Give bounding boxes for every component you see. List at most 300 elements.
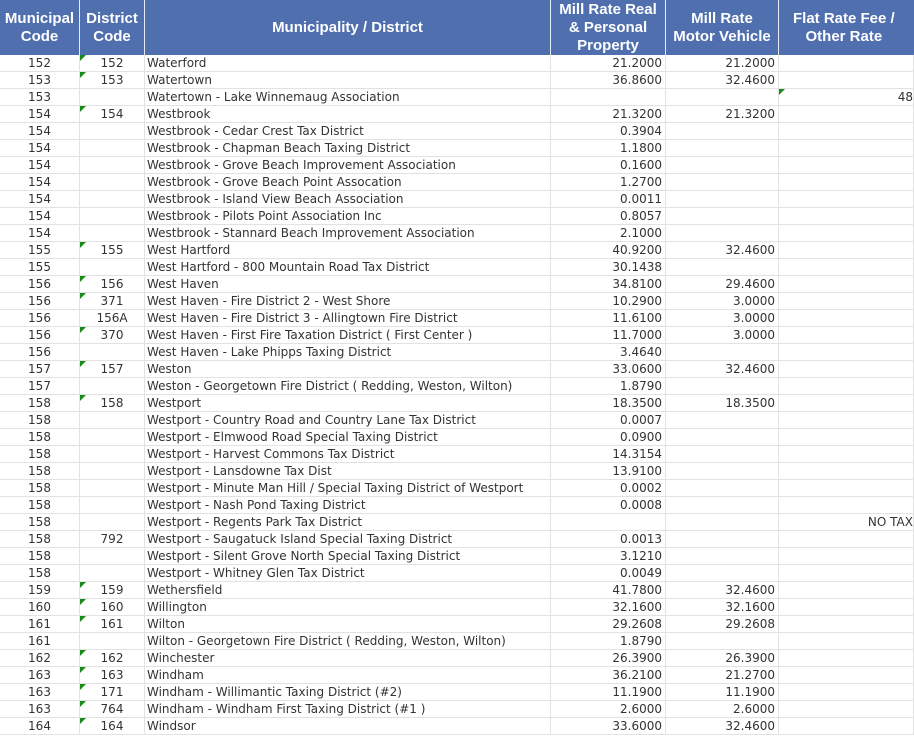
cell-district-code[interactable] — [80, 89, 145, 106]
cell-district-code[interactable] — [80, 480, 145, 497]
cell-municipality-name-text: Weston - Georgetown Fire District ( Redding, Weston, Wilton) — [147, 379, 513, 393]
cell-mill-rate-real-property[interactable] — [551, 208, 666, 225]
cell-district-code[interactable] — [80, 446, 145, 463]
cell-mill-rate-motor-vehicle-text: 32.1600 — [725, 600, 775, 614]
cell-mill-rate-real-property[interactable] — [551, 310, 666, 327]
cell-mill-rate-real-property[interactable] — [551, 191, 666, 208]
cell-flat-rate-fee[interactable] — [779, 684, 914, 701]
cell-municipal-code[interactable] — [0, 599, 80, 616]
cell-mill-rate-real-property[interactable] — [551, 344, 666, 361]
cell-mill-rate-real-property[interactable] — [551, 327, 666, 344]
cell-mill-rate-motor-vehicle[interactable] — [666, 89, 779, 106]
cell-mill-rate-motor-vehicle-text: 29.2608 — [725, 617, 775, 631]
cell-mill-rate-motor-vehicle[interactable] — [666, 446, 779, 463]
cell-flat-rate-fee[interactable] — [779, 378, 914, 395]
cell-mill-rate-real-property[interactable] — [551, 123, 666, 140]
cell-mill-rate-motor-vehicle[interactable] — [666, 650, 779, 667]
cell-municipal-code-text: 155 — [28, 260, 51, 274]
cell-municipality-name-text: Westbrook - Chapman Beach Taxing District — [147, 141, 411, 155]
cell-district-code[interactable] — [80, 361, 145, 378]
cell-municipal-code[interactable] — [0, 531, 80, 548]
cell-flat-rate-fee[interactable] — [779, 633, 914, 650]
cell-mill-rate-motor-vehicle[interactable] — [666, 667, 779, 684]
table-row — [0, 361, 914, 378]
cell-municipality-name[interactable] — [145, 463, 551, 480]
cell-municipal-code[interactable] — [0, 446, 80, 463]
cell-mill-rate-motor-vehicle-text: 3.0000 — [733, 311, 775, 325]
cell-district-code[interactable] — [80, 412, 145, 429]
cell-mill-rate-motor-vehicle[interactable] — [666, 633, 779, 650]
cell-district-code[interactable] — [80, 123, 145, 140]
cell-municipality-name[interactable] — [145, 191, 551, 208]
cell-mill-rate-motor-vehicle[interactable] — [666, 310, 779, 327]
cell-mill-rate-motor-vehicle[interactable] — [666, 480, 779, 497]
cell-mill-rate-motor-vehicle[interactable] — [666, 565, 779, 582]
cell-mill-rate-motor-vehicle[interactable] — [666, 514, 779, 531]
cell-flat-rate-fee[interactable] — [779, 157, 914, 174]
cell-municipal-code[interactable] — [0, 701, 80, 718]
cell-mill-rate-real-property[interactable] — [551, 412, 666, 429]
cell-flat-rate-fee[interactable] — [779, 208, 914, 225]
cell-flat-rate-fee[interactable] — [779, 429, 914, 446]
cell-flat-rate-fee[interactable] — [779, 225, 914, 242]
cell-municipality-name-text: West Haven - Fire District 3 - Allingtown Fire District — [147, 311, 458, 325]
cell-flat-rate-fee[interactable] — [779, 174, 914, 191]
cell-district-code[interactable] — [80, 276, 145, 293]
cell-district-code[interactable] — [80, 395, 145, 412]
cell-mill-rate-real-property[interactable] — [551, 463, 666, 480]
cell-district-code[interactable] — [80, 633, 145, 650]
cell-district-code[interactable] — [80, 191, 145, 208]
table-row — [0, 174, 914, 191]
cell-district-code[interactable] — [80, 378, 145, 395]
cell-flat-rate-fee[interactable] — [779, 565, 914, 582]
cell-municipal-code[interactable] — [0, 582, 80, 599]
cell-municipal-code[interactable] — [0, 208, 80, 225]
cell-mill-rate-real-property-text: 0.3904 — [620, 124, 662, 138]
cell-district-code[interactable] — [80, 684, 145, 701]
cell-municipal-code-text: 163 — [28, 685, 51, 699]
cell-mill-rate-real-property[interactable] — [551, 514, 666, 531]
cell-mill-rate-real-property[interactable] — [551, 633, 666, 650]
cell-flat-rate-fee[interactable] — [779, 140, 914, 157]
cell-mill-rate-motor-vehicle[interactable] — [666, 548, 779, 565]
cell-municipal-code[interactable] — [0, 480, 80, 497]
cell-municipality-name[interactable] — [145, 242, 551, 259]
error-indicator-icon — [80, 55, 86, 61]
cell-municipal-code[interactable] — [0, 242, 80, 259]
cell-municipality-name[interactable] — [145, 55, 551, 72]
cell-municipality-name[interactable] — [145, 259, 551, 276]
cell-municipality-name[interactable] — [145, 378, 551, 395]
cell-mill-rate-motor-vehicle[interactable] — [666, 616, 779, 633]
table-row — [0, 531, 914, 548]
cell-municipality-name[interactable] — [145, 208, 551, 225]
cell-district-code-text: 792 — [100, 532, 124, 546]
cell-municipality-name[interactable] — [145, 514, 551, 531]
cell-mill-rate-real-property[interactable] — [551, 531, 666, 548]
cell-mill-rate-motor-vehicle[interactable] — [666, 242, 779, 259]
cell-flat-rate-fee[interactable] — [779, 242, 914, 259]
header-municipality-district[interactable]: Municipality / District — [145, 0, 551, 55]
cell-municipality-name[interactable] — [145, 361, 551, 378]
cell-mill-rate-real-property[interactable] — [551, 701, 666, 718]
cell-mill-rate-motor-vehicle[interactable] — [666, 106, 779, 123]
cell-mill-rate-real-property[interactable] — [551, 276, 666, 293]
cell-district-code[interactable] — [80, 208, 145, 225]
table-row — [0, 718, 914, 735]
cell-mill-rate-motor-vehicle[interactable] — [666, 225, 779, 242]
cell-mill-rate-real-property[interactable] — [551, 225, 666, 242]
cell-flat-rate-fee[interactable] — [779, 191, 914, 208]
cell-mill-rate-motor-vehicle[interactable] — [666, 157, 779, 174]
header-mill-rate-real-property[interactable]: Mill Rate Real & Personal Property — [551, 0, 666, 55]
cell-mill-rate-motor-vehicle[interactable] — [666, 276, 779, 293]
cell-municipal-code[interactable] — [0, 684, 80, 701]
cell-municipality-name[interactable] — [145, 293, 551, 310]
cell-district-code[interactable] — [80, 174, 145, 191]
cell-district-code[interactable] — [80, 582, 145, 599]
cell-municipal-code-text: 158 — [28, 515, 51, 529]
cell-district-code-text: 158 — [100, 396, 124, 410]
cell-municipality-name[interactable] — [145, 548, 551, 565]
cell-mill-rate-motor-vehicle[interactable] — [666, 582, 779, 599]
cell-district-code[interactable] — [80, 72, 145, 89]
cell-mill-rate-motor-vehicle[interactable] — [666, 123, 779, 140]
cell-district-code-text: 164 — [100, 719, 124, 733]
cell-district-code[interactable] — [80, 242, 145, 259]
cell-mill-rate-real-property[interactable] — [551, 616, 666, 633]
cell-municipal-code[interactable] — [0, 157, 80, 174]
cell-mill-rate-motor-vehicle[interactable] — [666, 293, 779, 310]
cell-mill-rate-real-property[interactable] — [551, 174, 666, 191]
cell-municipality-name[interactable] — [145, 327, 551, 344]
cell-mill-rate-motor-vehicle[interactable] — [666, 208, 779, 225]
cell-district-code[interactable] — [80, 327, 145, 344]
cell-municipality-name[interactable] — [145, 497, 551, 514]
cell-municipality-name[interactable] — [145, 480, 551, 497]
table-row — [0, 123, 914, 140]
cell-district-code[interactable] — [80, 548, 145, 565]
cell-flat-rate-fee[interactable] — [779, 123, 914, 140]
cell-municipality-name[interactable] — [145, 531, 551, 548]
error-indicator-icon — [80, 684, 86, 690]
cell-mill-rate-real-property[interactable] — [551, 89, 666, 106]
cell-municipality-name[interactable] — [145, 429, 551, 446]
cell-municipal-code[interactable] — [0, 412, 80, 429]
cell-flat-rate-fee[interactable] — [779, 599, 914, 616]
cell-mill-rate-motor-vehicle-text: 3.0000 — [733, 294, 775, 308]
cell-municipal-code[interactable] — [0, 361, 80, 378]
cell-mill-rate-motor-vehicle[interactable] — [666, 344, 779, 361]
cell-municipality-name[interactable] — [145, 89, 551, 106]
cell-mill-rate-motor-vehicle[interactable] — [666, 327, 779, 344]
cell-municipal-code-text: 158 — [28, 498, 51, 512]
cell-mill-rate-motor-vehicle[interactable] — [666, 599, 779, 616]
cell-municipal-code[interactable] — [0, 633, 80, 650]
cell-municipal-code[interactable] — [0, 106, 80, 123]
cell-mill-rate-motor-vehicle[interactable] — [666, 395, 779, 412]
cell-flat-rate-fee[interactable] — [779, 293, 914, 310]
cell-municipal-code[interactable] — [0, 174, 80, 191]
cell-mill-rate-motor-vehicle[interactable] — [666, 531, 779, 548]
table-row — [0, 667, 914, 684]
cell-municipal-code[interactable] — [0, 191, 80, 208]
cell-municipal-code[interactable] — [0, 463, 80, 480]
cell-mill-rate-real-property[interactable] — [551, 582, 666, 599]
cell-flat-rate-fee[interactable] — [779, 582, 914, 599]
cell-municipal-code[interactable] — [0, 565, 80, 582]
cell-mill-rate-real-property[interactable] — [551, 140, 666, 157]
cell-municipal-code[interactable] — [0, 55, 80, 72]
cell-flat-rate-fee[interactable] — [779, 395, 914, 412]
cell-mill-rate-real-property[interactable] — [551, 497, 666, 514]
cell-municipality-name[interactable] — [145, 633, 551, 650]
cell-municipal-code[interactable] — [0, 89, 80, 106]
cell-municipality-name[interactable] — [145, 565, 551, 582]
cell-district-code[interactable] — [80, 616, 145, 633]
cell-municipality-name[interactable] — [145, 140, 551, 157]
cell-flat-rate-fee[interactable] — [779, 548, 914, 565]
cell-mill-rate-real-property[interactable] — [551, 446, 666, 463]
cell-flat-rate-fee[interactable] — [779, 616, 914, 633]
cell-municipal-code[interactable] — [0, 395, 80, 412]
cell-mill-rate-real-property[interactable] — [551, 242, 666, 259]
cell-mill-rate-real-property[interactable] — [551, 72, 666, 89]
cell-flat-rate-fee[interactable] — [779, 412, 914, 429]
cell-municipality-name-text: Windsor — [147, 719, 196, 733]
cell-mill-rate-motor-vehicle[interactable] — [666, 72, 779, 89]
cell-district-code[interactable] — [80, 565, 145, 582]
cell-district-code[interactable] — [80, 718, 145, 735]
cell-mill-rate-real-property-text: 0.0013 — [620, 532, 662, 546]
cell-municipality-name[interactable] — [145, 718, 551, 735]
cell-municipal-code-text: 160 — [28, 600, 51, 614]
cell-district-code[interactable] — [80, 225, 145, 242]
cell-mill-rate-motor-vehicle[interactable] — [666, 55, 779, 72]
cell-flat-rate-fee[interactable] — [779, 327, 914, 344]
cell-mill-rate-motor-vehicle[interactable] — [666, 140, 779, 157]
cell-municipality-name[interactable] — [145, 395, 551, 412]
cell-municipality-name[interactable] — [145, 650, 551, 667]
cell-municipal-code[interactable] — [0, 718, 80, 735]
cell-municipal-code[interactable] — [0, 140, 80, 157]
cell-municipality-name[interactable] — [145, 123, 551, 140]
cell-flat-rate-fee[interactable] — [779, 667, 914, 684]
cell-district-code[interactable] — [80, 497, 145, 514]
error-indicator-icon — [80, 667, 86, 673]
cell-municipality-name-text: Waterford — [147, 56, 207, 70]
cell-municipal-code[interactable] — [0, 344, 80, 361]
cell-municipal-code[interactable] — [0, 72, 80, 89]
cell-district-code[interactable] — [80, 106, 145, 123]
cell-district-code[interactable] — [80, 701, 145, 718]
cell-flat-rate-fee[interactable] — [779, 361, 914, 378]
cell-mill-rate-real-property[interactable] — [551, 599, 666, 616]
cell-municipal-code[interactable] — [0, 429, 80, 446]
cell-municipality-name[interactable] — [145, 72, 551, 89]
cell-flat-rate-fee[interactable] — [779, 446, 914, 463]
cell-mill-rate-motor-vehicle[interactable] — [666, 378, 779, 395]
cell-mill-rate-real-property[interactable] — [551, 565, 666, 582]
cell-municipality-name-text: Westport - Whitney Glen Tax District — [147, 566, 365, 580]
cell-mill-rate-motor-vehicle[interactable] — [666, 259, 779, 276]
cell-flat-rate-fee[interactable] — [779, 89, 914, 106]
cell-municipality-name[interactable] — [145, 276, 551, 293]
cell-municipal-code[interactable] — [0, 548, 80, 565]
cell-mill-rate-real-property[interactable] — [551, 378, 666, 395]
header-municipal-code[interactable]: Municipal Code — [0, 0, 80, 55]
cell-mill-rate-motor-vehicle[interactable] — [666, 412, 779, 429]
cell-flat-rate-fee[interactable] — [779, 514, 914, 531]
cell-district-code[interactable] — [80, 667, 145, 684]
cell-municipality-name[interactable] — [145, 582, 551, 599]
cell-municipal-code[interactable] — [0, 276, 80, 293]
cell-mill-rate-real-property[interactable] — [551, 293, 666, 310]
cell-mill-rate-real-property[interactable] — [551, 684, 666, 701]
cell-municipal-code[interactable] — [0, 497, 80, 514]
cell-municipality-name[interactable] — [145, 225, 551, 242]
cell-district-code-text: 154 — [100, 107, 124, 121]
cell-municipality-name[interactable] — [145, 412, 551, 429]
cell-flat-rate-fee[interactable] — [779, 463, 914, 480]
header-mill-rate-motor-vehicle[interactable]: Mill Rate Motor Vehicle — [666, 0, 779, 55]
cell-mill-rate-motor-vehicle-text: 32.4600 — [725, 243, 775, 257]
cell-mill-rate-real-property[interactable] — [551, 361, 666, 378]
cell-municipal-code-text: 154 — [28, 226, 51, 240]
cell-mill-rate-motor-vehicle[interactable] — [666, 497, 779, 514]
cell-municipal-code[interactable] — [0, 293, 80, 310]
cell-municipal-code[interactable] — [0, 378, 80, 395]
cell-flat-rate-fee[interactable] — [779, 72, 914, 89]
cell-mill-rate-motor-vehicle[interactable] — [666, 701, 779, 718]
cell-municipality-name[interactable] — [145, 174, 551, 191]
cell-district-code[interactable] — [80, 344, 145, 361]
cell-mill-rate-real-property-text: 41.7800 — [612, 583, 662, 597]
cell-municipal-code[interactable] — [0, 327, 80, 344]
cell-mill-rate-real-property[interactable] — [551, 667, 666, 684]
cell-mill-rate-motor-vehicle[interactable] — [666, 174, 779, 191]
cell-mill-rate-real-property[interactable] — [551, 548, 666, 565]
cell-municipality-name-text: Westport - Elmwood Road Special Taxing District — [147, 430, 438, 444]
cell-municipality-name-text: Westport - Saugatuck Island Special Taxing District — [147, 532, 453, 546]
cell-flat-rate-fee[interactable] — [779, 276, 914, 293]
cell-mill-rate-motor-vehicle[interactable] — [666, 361, 779, 378]
cell-district-code[interactable] — [80, 463, 145, 480]
cell-district-code[interactable] — [80, 293, 145, 310]
cell-municipal-code[interactable] — [0, 514, 80, 531]
error-indicator-icon — [80, 72, 86, 78]
header-flat-rate-fee[interactable]: Flat Rate Fee / Other Rate — [793, 9, 895, 45]
cell-district-code[interactable] — [80, 531, 145, 548]
cell-flat-rate-fee[interactable] — [779, 106, 914, 123]
cell-municipality-name[interactable] — [145, 616, 551, 633]
cell-municipality-name[interactable] — [145, 157, 551, 174]
cell-mill-rate-real-property[interactable] — [551, 480, 666, 497]
cell-mill-rate-real-property[interactable] — [551, 157, 666, 174]
cell-municipality-name[interactable] — [145, 106, 551, 123]
cell-district-code[interactable] — [80, 259, 145, 276]
cell-flat-rate-fee[interactable] — [779, 259, 914, 276]
cell-flat-rate-fee[interactable] — [779, 55, 914, 72]
cell-flat-rate-fee[interactable] — [779, 344, 914, 361]
cell-mill-rate-motor-vehicle[interactable] — [666, 684, 779, 701]
cell-mill-rate-real-property-text: 36.2100 — [612, 668, 662, 682]
cell-municipal-code-text: 158 — [28, 396, 51, 410]
cell-municipal-code[interactable] — [0, 225, 80, 242]
cell-mill-rate-real-property[interactable] — [551, 650, 666, 667]
cell-municipality-name-text: Wilton — [147, 617, 185, 631]
cell-municipal-code[interactable] — [0, 123, 80, 140]
cell-municipality-name[interactable] — [145, 310, 551, 327]
cell-municipal-code[interactable] — [0, 310, 80, 327]
cell-municipality-name[interactable] — [145, 701, 551, 718]
cell-mill-rate-real-property-text: 0.0008 — [620, 498, 662, 512]
cell-mill-rate-real-property-text: 14.3154 — [612, 447, 662, 461]
cell-mill-rate-real-property[interactable] — [551, 395, 666, 412]
cell-district-code[interactable] — [80, 599, 145, 616]
cell-mill-rate-real-property-text: 21.2000 — [612, 56, 662, 70]
table-row — [0, 616, 914, 633]
cell-district-code[interactable] — [80, 514, 145, 531]
cell-mill-rate-real-property[interactable] — [551, 259, 666, 276]
cell-district-code-text: 163 — [100, 668, 124, 682]
cell-mill-rate-real-property[interactable] — [551, 718, 666, 735]
cell-municipality-name-text: Winchester — [147, 651, 215, 665]
cell-district-code[interactable] — [80, 650, 145, 667]
cell-mill-rate-motor-vehicle[interactable] — [666, 429, 779, 446]
cell-mill-rate-real-property[interactable] — [551, 429, 666, 446]
cell-municipality-name[interactable] — [145, 667, 551, 684]
error-indicator-icon — [80, 242, 86, 248]
cell-mill-rate-motor-vehicle[interactable] — [666, 191, 779, 208]
cell-mill-rate-motor-vehicle[interactable] — [666, 463, 779, 480]
cell-municipality-name-text: Windham - Willimantic Taxing District (#2) — [147, 685, 402, 699]
cell-municipal-code[interactable] — [0, 650, 80, 667]
cell-flat-rate-fee[interactable] — [779, 701, 914, 718]
cell-flat-rate-fee[interactable] — [779, 531, 914, 548]
cell-municipality-name[interactable] — [145, 446, 551, 463]
cell-municipality-name[interactable] — [145, 684, 551, 701]
cell-municipal-code[interactable] — [0, 667, 80, 684]
cell-mill-rate-real-property-text: 26.3900 — [612, 651, 662, 665]
cell-district-code[interactable] — [80, 157, 145, 174]
cell-municipality-name[interactable] — [145, 599, 551, 616]
cell-flat-rate-fee[interactable] — [779, 718, 914, 735]
cell-mill-rate-motor-vehicle[interactable] — [666, 718, 779, 735]
cell-district-code[interactable] — [80, 55, 145, 72]
cell-municipality-name[interactable] — [145, 344, 551, 361]
cell-municipal-code[interactable] — [0, 259, 80, 276]
header-district-code[interactable]: District Code — [80, 0, 145, 55]
cell-flat-rate-fee[interactable] — [779, 650, 914, 667]
cell-municipal-code-text: 155 — [28, 243, 51, 257]
cell-flat-rate-fee[interactable] — [779, 497, 914, 514]
cell-mill-rate-real-property[interactable] — [551, 106, 666, 123]
cell-district-code[interactable] — [80, 429, 145, 446]
cell-municipal-code-text: 163 — [28, 702, 51, 716]
cell-flat-rate-fee[interactable] — [779, 310, 914, 327]
cell-district-code[interactable] — [80, 310, 145, 327]
cell-mill-rate-real-property[interactable] — [551, 55, 666, 72]
cell-flat-rate-fee[interactable] — [779, 480, 914, 497]
cell-municipal-code[interactable] — [0, 616, 80, 633]
cell-district-code[interactable] — [80, 140, 145, 157]
cell-municipal-code-text: 161 — [28, 617, 51, 631]
cell-mill-rate-real-property-text: 2.1000 — [620, 226, 662, 240]
table-row — [0, 446, 914, 463]
cell-district-code-text: 156A — [96, 311, 128, 325]
